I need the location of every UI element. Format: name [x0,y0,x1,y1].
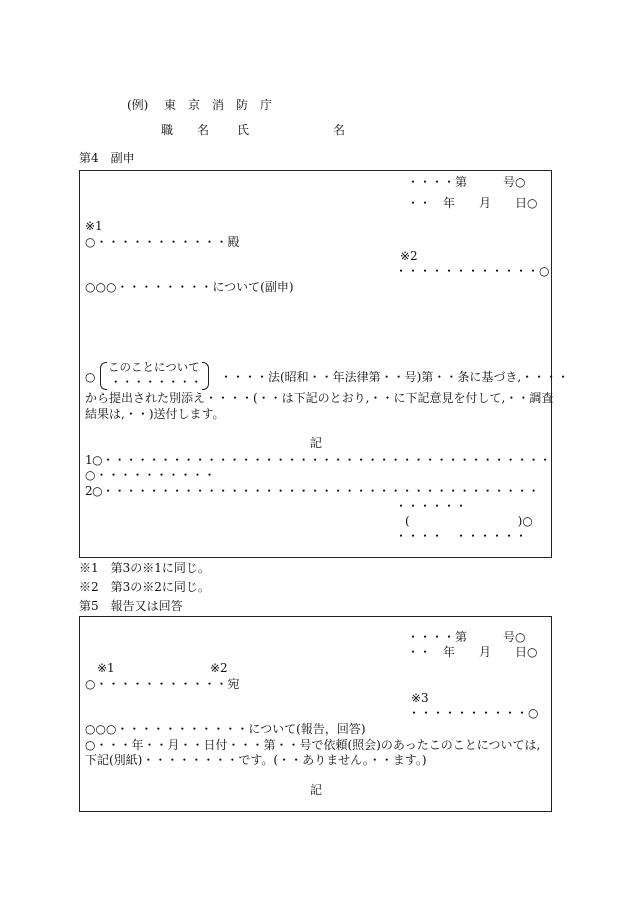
section4-item2-line1: 2○・・・・・・・・・・・・・・・・・・・・・・・・・・・・・・・・・・・・・・ [85,484,540,498]
section5-number-line: ・・・・第 号○ [407,630,526,644]
note1: ※1 第3の※1に同じ。 [79,561,210,575]
section4-addressee: ○・・・・・・・・・・・殿 [85,235,240,249]
section4-item1-line2: ○・・・・・・・・・・ [85,468,216,482]
section5-note3-mark: ※3 [411,691,429,705]
section5-ki-heading: 記 [310,783,323,797]
section4-body-circle: ○ [85,370,96,384]
section4-item2-line3: ( )○ [405,514,533,528]
section5-title: 第5 報告又は回答 [79,599,183,613]
section4-item2-line4: ・・・・ ・・・・・・ [395,529,528,543]
section4-sender: ・・・・・・・・・・・・○ [395,264,550,278]
section4-note2-mark: ※2 [400,249,418,263]
right-brace [202,362,209,390]
section5-note2-mark: ※2 [210,661,228,675]
brace-bottom-text: ・・・・・・・・ [110,375,202,389]
section4-subject: ○○○・・・・・・・・について(副申) [85,280,294,294]
org-name: 東 京 消 防 庁 [164,98,273,112]
section4-body-line3: 結果は,・・)送付します。 [85,407,225,421]
section5-date-line: ・・ 年 月 日○ [407,645,538,659]
section4-title: 第4 副申 [79,151,135,165]
section5-body-line1: ○・・・年・・月・・日付・・・第・・号で依頼(照会)のあったこのことについては, [85,738,541,752]
section5-subject: ○○○・・・・・・・・・・・について(報告，回答) [85,722,366,736]
section4-number-line: ・・・・第 号○ [407,175,526,189]
section5-note1-mark: ※1 [97,661,115,675]
section4-item2-line2: ・・・・・・ [395,499,468,513]
section4-item1-line1: 1○・・・・・・・・・・・・・・・・・・・・・・・・・・・・・・・・・・・・・・・ [85,453,551,467]
section4-note1-mark: ※1 [85,219,103,233]
section5-body-line2: 下記(別紙)・・・・・・・・です。(・・ありません。・・ます。) [85,753,427,767]
note2: ※2 第3の※2に同じ。 [79,580,210,594]
section4-date-line: ・・ 年 月 日○ [407,196,538,210]
section5-sender: ・・・・・・・・・・○ [408,706,539,720]
section4-body-line2: から提出された別添え・・・・(・・は下記のとおり,・・に下記意見を付して,・・調査 [85,391,554,405]
example-label: (例) [127,98,149,112]
section5-addressee: ○・・・・・・・・・・・宛 [85,677,240,691]
section4-body-line1: ・・・・法(昭和・・年法律第・・号)第・・条に基づき,・・・・ [220,370,570,384]
left-brace [100,362,107,390]
person-name-label: 氏 名 [237,123,346,137]
brace-top-text: このことについて [108,360,200,374]
section4-ki-heading: 記 [310,436,323,450]
job-title-label: 職 名 [161,123,210,137]
